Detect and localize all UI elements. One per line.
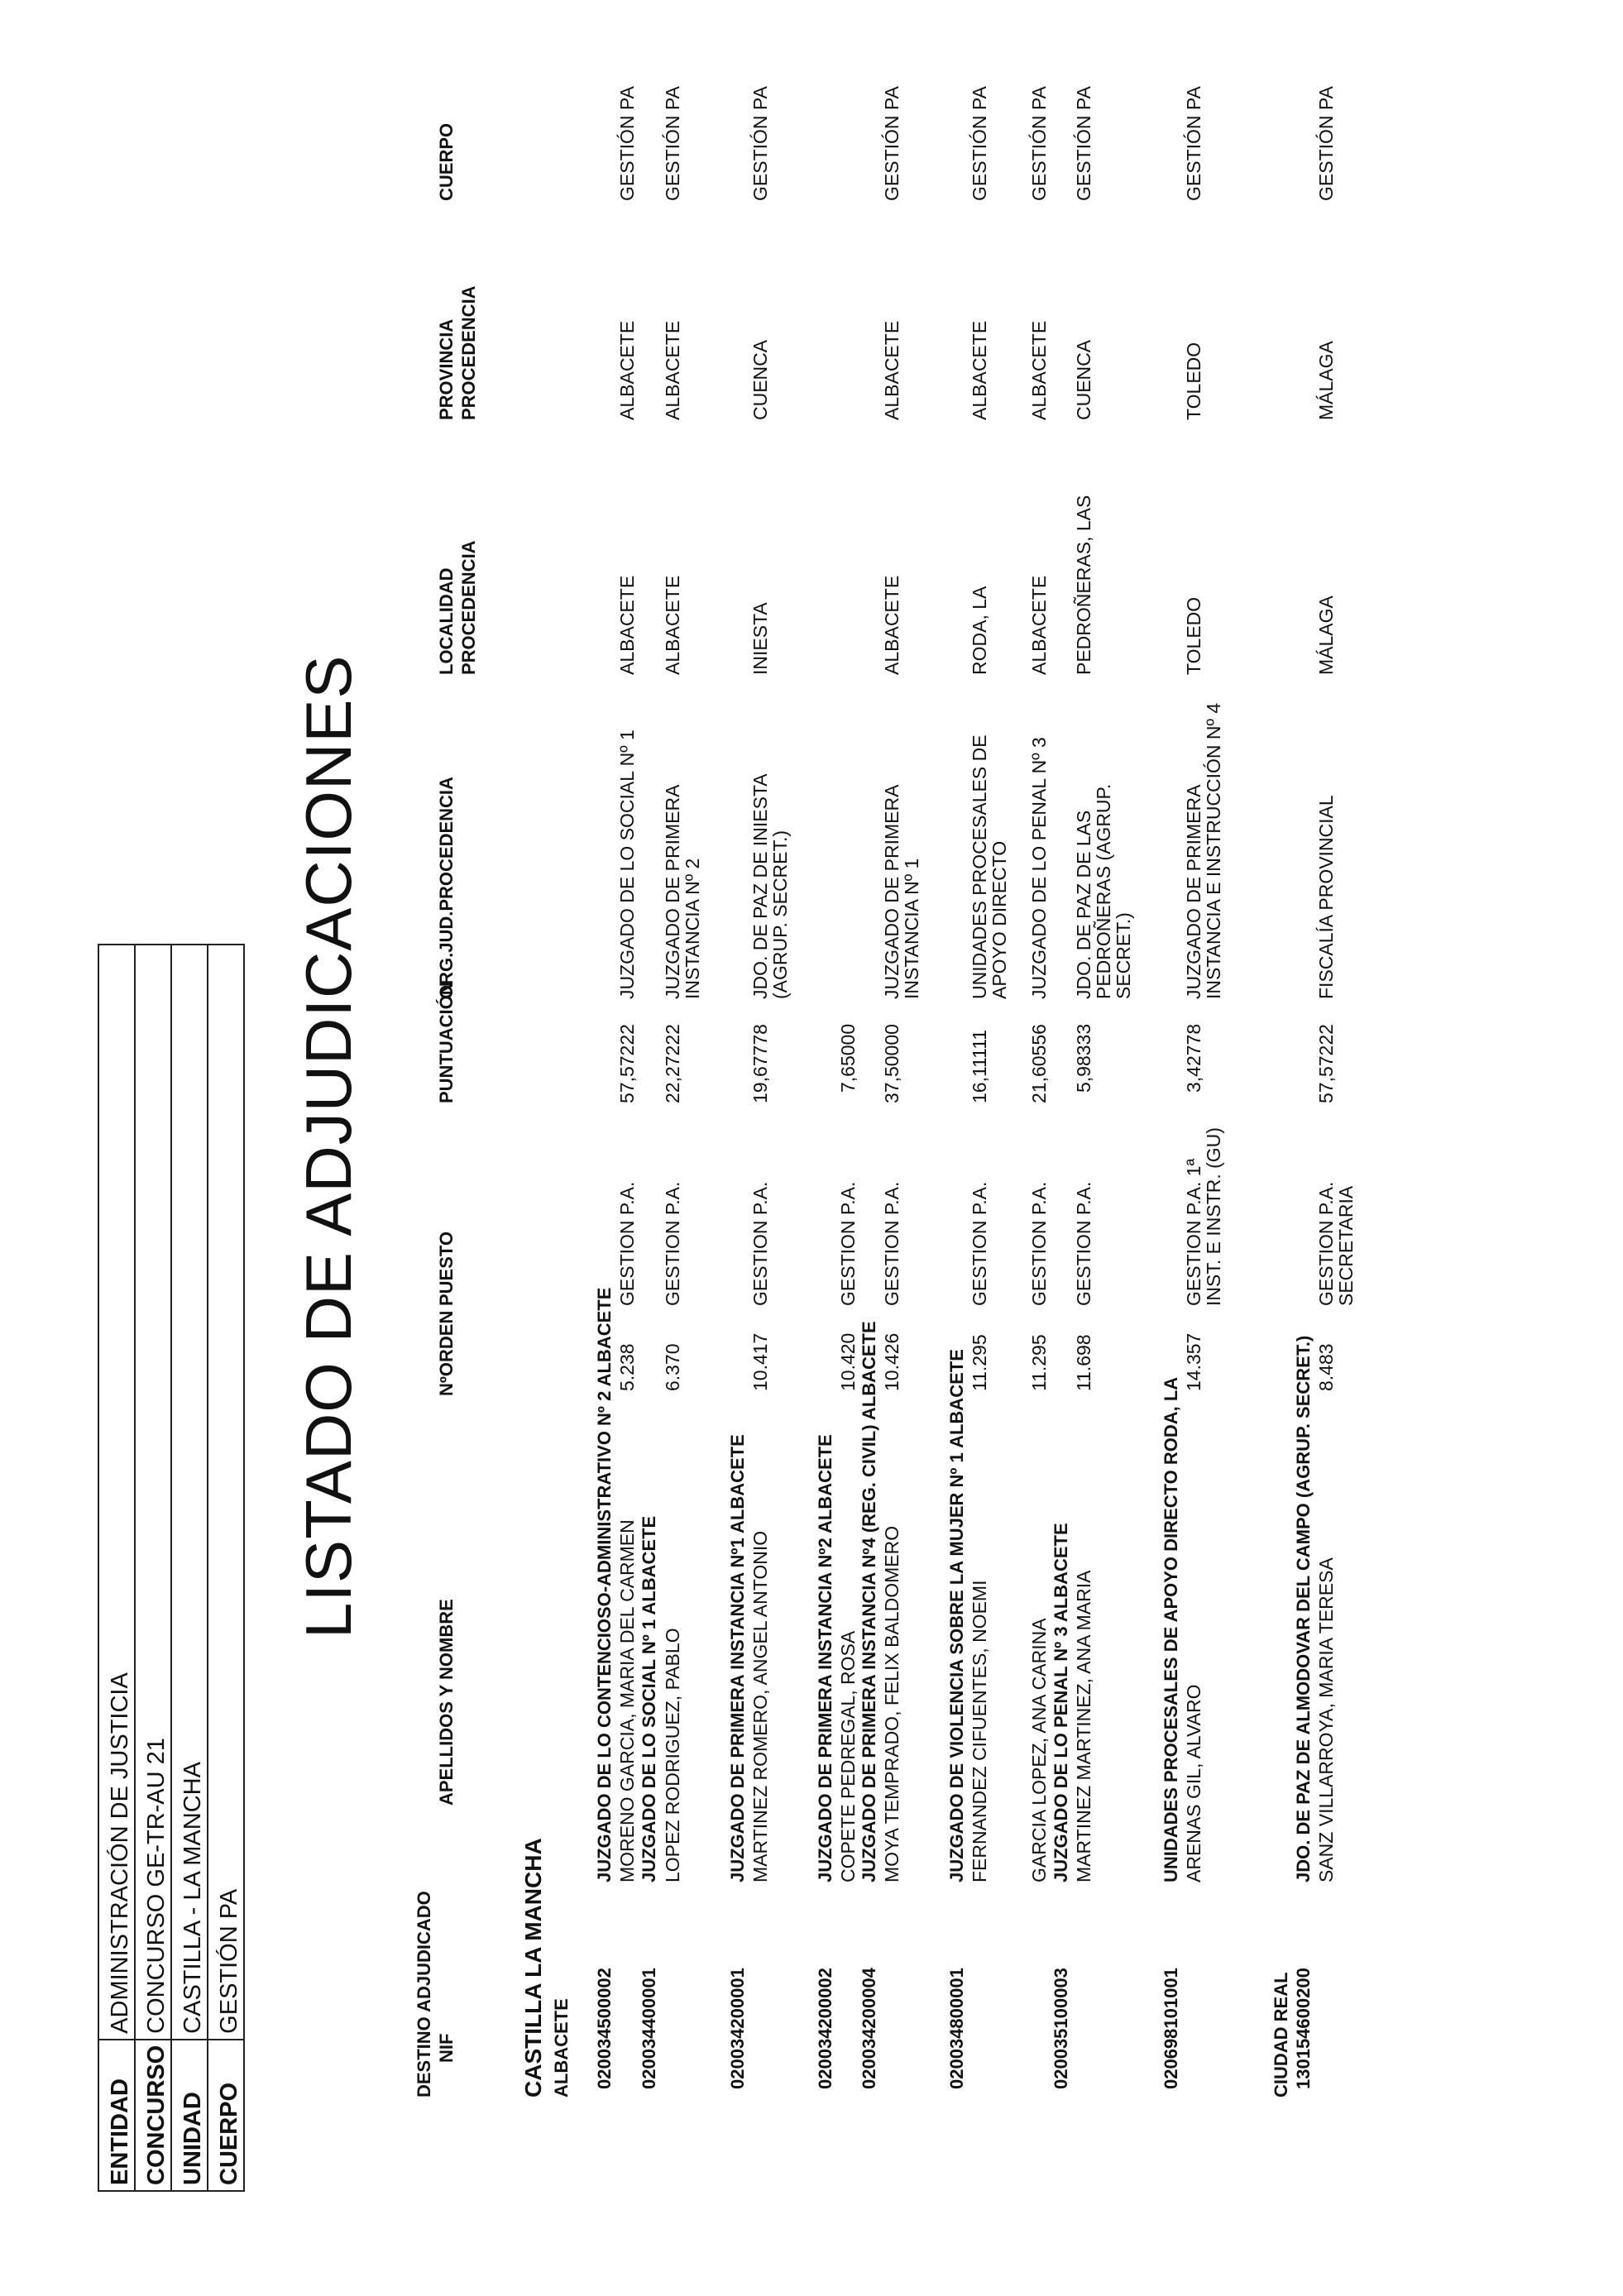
destination-heading: JUZGADO DE PRIMERA INSTANCIA Nº1 ALBACETE — [727, 1434, 748, 1882]
person-name: MARTINEZ MARTINEZ, ANA MARIA — [1073, 1570, 1094, 1882]
nif-code: 020034200004 — [859, 1968, 879, 2089]
cuerpo: GESTIÓN PA — [749, 86, 771, 201]
destination-heading: JDO. DE PAZ DE ALMODOVAR DEL CAMPO (AGRUP. SECRET.) — [1293, 1335, 1314, 1882]
puesto: GESTION P.A. — [1315, 1181, 1337, 1306]
puntuacion: 21,60556 — [1028, 1024, 1050, 1103]
orden-number: 5.238 — [616, 1343, 638, 1391]
province-heading-ciudad-real: CIUDAD REAL — [1271, 1972, 1291, 2097]
cuerpo: GESTIÓN PA — [1183, 86, 1204, 201]
cuerpo: GESTIÓN PA — [1028, 86, 1050, 201]
provincia: TOLEDO — [1183, 342, 1204, 420]
puntuacion: 57,57222 — [616, 1024, 638, 1103]
destination-heading: JUZGADO DE LO PENAL Nº 3 ALBACETE — [1051, 1523, 1071, 1882]
cuerpo: GESTIÓN PA — [1315, 86, 1337, 201]
col-header-cuerpo: CUERPO — [436, 122, 457, 201]
org-procedencia: UNIDADES PROCESALES DE — [969, 734, 990, 999]
nif-code: 020034800001 — [946, 1968, 967, 2089]
col-header-puntuacion: PUNTUACIÓN — [436, 982, 457, 1103]
localidad: ALBACETE — [616, 575, 638, 675]
header-key: UNIDAD — [171, 2040, 208, 2191]
provincia: ALBACETE — [1028, 320, 1050, 420]
nif-code: 020034500002 — [594, 1968, 615, 2089]
header-row-unidad — [171, 945, 208, 2191]
nif-code: 020034200002 — [815, 1968, 835, 2089]
provincia: MÁLAGA — [1315, 341, 1337, 420]
nif-code: 020034400001 — [639, 1968, 659, 2089]
destination-heading: JUZGADO DE PRIMERA INSTANCIA Nº2 ALBACETE — [815, 1434, 835, 1882]
person-name: MOYA TEMPRADO, FELIX BALDOMERO — [881, 1525, 902, 1882]
provincia: ALBACETE — [881, 320, 902, 420]
col-header-localidad-2: PROCEDENCIA — [458, 540, 479, 675]
destination-heading: JUZGADO DE PRIMERA INSTANCIA Nº4 (REG. CIVIL) ALBACETE — [859, 1321, 879, 1882]
person-name: SANZ VILLARROYA, MARIA TERESA — [1315, 1557, 1337, 1882]
provincia: ALBACETE — [969, 320, 990, 420]
orden-number: 14.357 — [1183, 1332, 1204, 1391]
provincia: ALBACETE — [662, 320, 683, 420]
orden-number: 11.295 — [969, 1334, 990, 1391]
org-procedencia: JUZGADO DE PRIMERA — [881, 784, 902, 999]
org-procedencia-line2: APOYO DIRECTO — [989, 840, 1010, 999]
destination-heading: JUZGADO DE VIOLENCIA SOBRE LA MUJER Nº 1 ALBACETE — [946, 1349, 967, 1882]
puesto-line2: SECRETARIA — [1335, 1185, 1357, 1306]
person-name: GARCIA LOPEZ, ANA CARINA — [1028, 1618, 1050, 1882]
localidad: ALBACETE — [1028, 575, 1050, 675]
orden-number: 11.295 — [1028, 1334, 1050, 1391]
localidad: PEDROÑERAS, LAS — [1073, 495, 1094, 675]
cuerpo: GESTIÓN PA — [969, 86, 990, 201]
localidad: ALBACETE — [662, 575, 683, 675]
orden-number: 11.698 — [1073, 1334, 1094, 1391]
org-procedencia: JDO. DE PAZ DE LAS — [1073, 810, 1094, 999]
puntuacion: 19,67778 — [749, 1024, 771, 1103]
puntuacion: 16,11111 — [969, 1029, 990, 1103]
col-header-apellidos: APELLIDOS Y NOMBRE — [436, 1599, 457, 1806]
puntuacion: 37,50000 — [881, 1024, 902, 1103]
puesto-line2: INST. E INSTR. (GU) — [1203, 1127, 1224, 1306]
col-header-destino: DESTINO ADJUDICADO — [414, 1891, 434, 2097]
person-name: MORENO GARCIA, MARIA DEL CARMEN — [616, 1519, 638, 1882]
destination-heading: UNIDADES PROCESALES DE APOYO DIRECTO RODA, LA — [1161, 1376, 1181, 1882]
col-header-norden: NºORDEN — [436, 1310, 457, 1396]
destination-heading: JUZGADO DE LO CONTENCIOSO-ADMINISTRATIVO Nº 2 ALBACETE — [594, 1287, 615, 1882]
puesto: GESTION P.A. — [881, 1181, 902, 1306]
puesto: GESTION P.A. — [749, 1181, 771, 1306]
person-name: ARENAS GIL, ALVARO — [1183, 1684, 1204, 1882]
cuerpo: GESTIÓN PA — [662, 86, 683, 201]
puntuacion: 3,42778 — [1183, 1023, 1204, 1093]
puesto: GESTION P.A. — [837, 1181, 859, 1306]
person-name: LOPEZ RODRIGUEZ, PABLO — [662, 1628, 683, 1882]
header-value: CASTILLA - LA MANCHA — [171, 945, 208, 2040]
localidad: TOLEDO — [1183, 596, 1204, 675]
orden-number: 8.483 — [1315, 1343, 1337, 1391]
provincia: CUENCA — [749, 339, 771, 420]
org-procedencia: JUZGADO DE LO PENAL Nº 3 — [1028, 737, 1050, 999]
col-header-provincia: PROVINCIA — [436, 318, 457, 420]
header-row-cuerpo — [208, 945, 244, 2191]
puesto: GESTION P.A. — [616, 1181, 638, 1306]
org-procedencia: FISCALÍA PROVINCIAL — [1315, 795, 1337, 999]
localidad: RODA, LA — [969, 586, 990, 675]
region-heading: CASTILLA LA MANCHA — [520, 1838, 546, 2097]
col-header-nif: NIF — [436, 2033, 457, 2063]
cuerpo: GESTIÓN PA — [616, 86, 638, 201]
org-procedencia-line2: PEDROÑERAS (AGRUP. — [1093, 783, 1114, 999]
orden-number: 10.417 — [749, 1332, 771, 1391]
orden-number: 6.370 — [662, 1343, 683, 1391]
header-key: CONCURSO — [135, 2040, 171, 2191]
puntuacion: 5,98333 — [1073, 1023, 1094, 1093]
org-procedencia-line3: SECRET.) — [1113, 912, 1134, 999]
org-procedencia: JDO. DE PAZ DE INIESTA — [749, 773, 771, 999]
orden-number: 10.426 — [881, 1332, 902, 1391]
cuerpo: GESTIÓN PA — [1073, 86, 1094, 201]
puntuacion: 57,57222 — [1315, 1024, 1337, 1103]
header-row-entidad — [98, 945, 135, 2191]
org-procedencia-line2: (AGRUP. SECRET.) — [769, 830, 791, 999]
col-header-puesto: PUESTO — [436, 1231, 457, 1306]
person-name: COPETE PEDREGAL, ROSA — [837, 1630, 859, 1882]
puesto: GESTION P.A. — [662, 1181, 683, 1306]
col-header-localidad: LOCALIDAD — [436, 567, 457, 675]
header-row-concurso — [135, 945, 171, 2191]
nif-code: 020034200001 — [727, 1968, 748, 2089]
puesto: GESTION P.A. — [1028, 1181, 1050, 1306]
puntuacion: 22,27222 — [662, 1024, 683, 1103]
nif-code: 020698101001 — [1161, 1968, 1181, 2089]
destination-heading: JUZGADO DE LO SOCIAL Nº 1 ALBACETE — [639, 1515, 659, 1882]
puesto: GESTION P.A. — [1073, 1181, 1094, 1306]
localidad: INIESTA — [749, 602, 771, 675]
org-procedencia: JUZGADO DE PRIMERA — [662, 784, 683, 999]
nif-code: 020035100003 — [1051, 1968, 1071, 2089]
org-procedencia-line2: INSTANCIA Nº 2 — [682, 858, 703, 999]
col-header-provincia-2: PROCEDENCIA — [458, 285, 479, 420]
header-key: ENTIDAD — [98, 2040, 135, 2191]
puesto: GESTION P.A. 1ª — [1183, 1158, 1204, 1306]
person-name: MARTINEZ ROMERO, ANGEL ANTONIO — [749, 1530, 771, 1882]
localidad: ALBACETE — [881, 575, 902, 675]
cuerpo: GESTIÓN PA — [881, 86, 902, 201]
orden-number: 10.420 — [837, 1332, 859, 1391]
org-procedencia: JUZGADO DE PRIMERA — [1183, 784, 1204, 999]
org-procedencia: JUZGADO DE LO SOCIAL Nº 1 — [616, 729, 638, 999]
provincia: CUENCA — [1073, 339, 1094, 420]
localidad: MÁLAGA — [1315, 596, 1337, 675]
org-procedencia-line2: INSTANCIA Nº 1 — [901, 858, 922, 999]
person-name: FERNANDEZ CIFUENTES, NOEMI — [969, 1580, 990, 1882]
puesto: GESTION P.A. — [969, 1181, 990, 1306]
header-value: CONCURSO GE-TR-AU 21 — [135, 945, 171, 2040]
nif-code: 130154600200 — [1293, 1968, 1314, 2089]
header-value: ADMINISTRACIÓN DE JUSTICIA — [98, 945, 135, 2040]
province-heading-albacete: ALBACETE — [551, 1998, 572, 2097]
puntuacion: 7,65000 — [837, 1023, 859, 1093]
org-procedencia-line2: INSTANCIA E INSTRUCCIÓN Nº 4 — [1203, 702, 1224, 999]
page-title: LISTADO DE ADJUDICACIONES — [292, 654, 365, 1638]
header-table — [98, 944, 245, 2192]
header-value: GESTIÓN PA — [208, 945, 244, 2040]
col-header-org: ORG.JUD.PROCEDENCIA — [436, 777, 457, 999]
header-key: CUERPO — [208, 2040, 244, 2191]
provincia: ALBACETE — [616, 320, 638, 420]
